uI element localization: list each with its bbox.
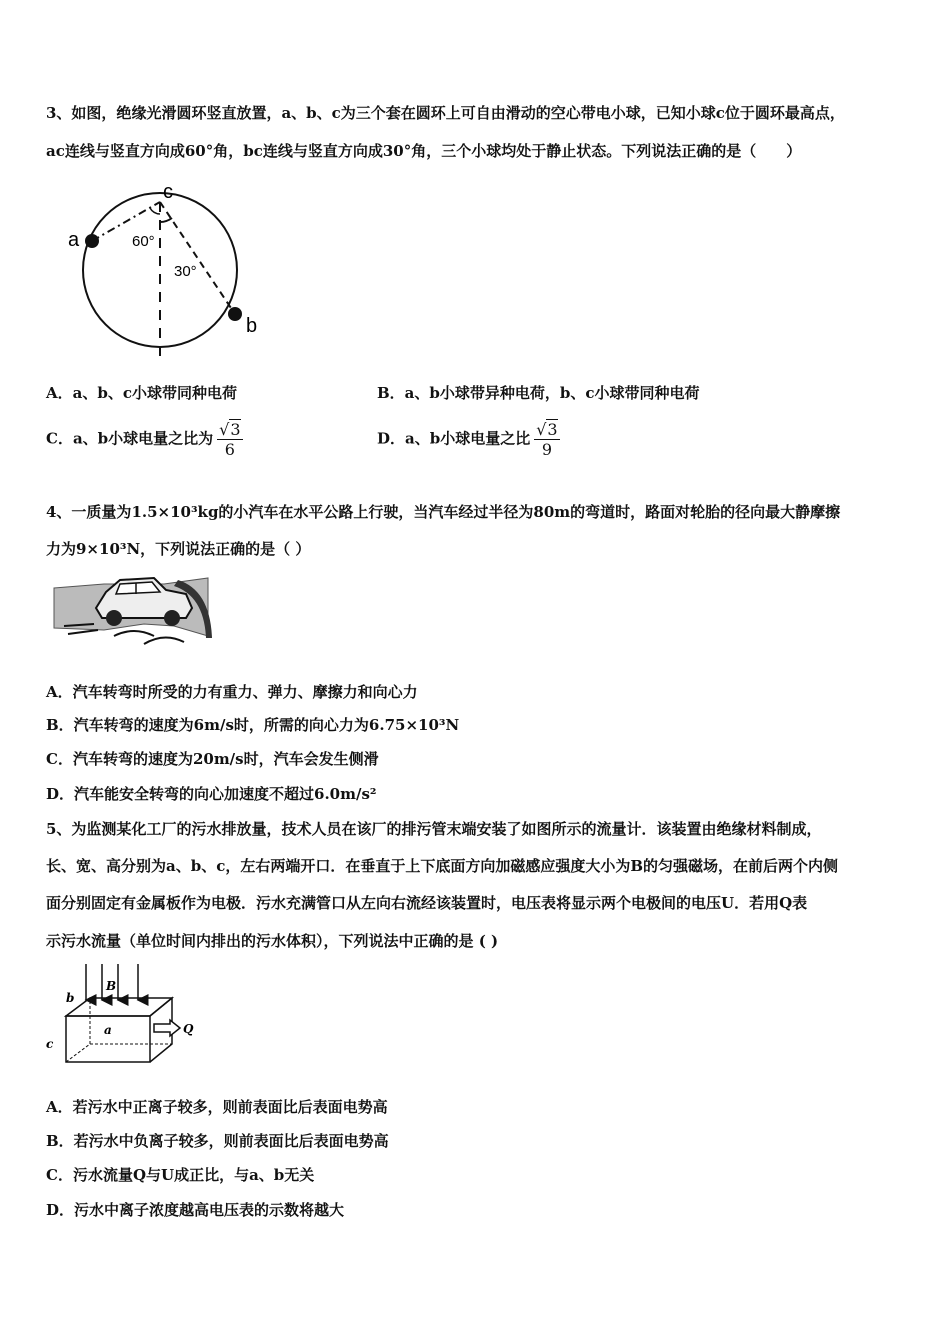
car-window — [116, 582, 160, 594]
q5-stem-line2: 长、宽、高分别为a、b、c，左右两端开口．在垂直于上下底面方向加磁感应强度大小为B的匀强磁场，在前后两个内侧 — [46, 857, 839, 875]
angle-60-label: 60° — [132, 233, 155, 250]
q4-car-figure — [54, 566, 214, 658]
q3-option-c-text: C．a、b小球电量之比为 — [46, 429, 214, 448]
q3-stem-line1: 3、如图，绝缘光滑圆环竖直放置，a、b、c为三个套在圆环上可自由滑动的空心带电小球，已知小球c位于圆环最高点， — [46, 104, 845, 122]
q3-option-d-text: D．a、b小球电量之比 — [377, 429, 531, 448]
label-b: b — [66, 991, 75, 1005]
fraction-d-den: 9 — [541, 440, 552, 459]
q5-option-d: D．污水中离子浓度越高电压表的示数将越大 — [46, 1201, 345, 1219]
q3-option-b: B．a、b小球带异种电荷，b、c小球带同种电荷 — [377, 384, 700, 402]
angle-30-label: 30° — [174, 263, 197, 280]
car-wheel-front — [164, 610, 180, 626]
fraction-c-den: 6 — [224, 440, 235, 459]
q5-stem-line1: 5、为监测某化工厂的污水排放量，技术人员在该厂的排污管末端安装了如图所示的流量计．该装置由绝缘材料制成， — [46, 820, 822, 838]
q3-stem-line2: ac连线与竖直方向成60°角，bc连线与竖直方向成30°角，三个小球均处于静止状态。下列说法正确的是（ ） — [46, 142, 802, 160]
q4-stem-line2: 力为9×10³N，下列说法正确的是（ ） — [46, 540, 311, 558]
q5-option-b: B．若污水中负离子较多，则前表面比后表面电势高 — [46, 1132, 389, 1150]
label-c: c — [46, 1037, 54, 1051]
fraction-d-num: 3 — [547, 420, 558, 439]
q4-option-c: C．汽车转弯的速度为20m/s时，汽车会发生侧滑 — [46, 750, 379, 768]
flow-arrow — [154, 1020, 180, 1036]
angle-arc-60 — [150, 208, 160, 214]
label-B: B — [106, 979, 117, 993]
q3-option-a: A．a、b、c小球带同种电荷 — [46, 384, 237, 402]
q4-option-b: B．汽车转弯的速度为6m/s时，所需的向心力为6.75×10³N — [46, 716, 460, 734]
q4-option-a: A．汽车转弯时所受的力有重力、弹力、摩擦力和向心力 — [46, 683, 418, 701]
angle-arc-30 — [160, 218, 172, 222]
label-a: a — [68, 229, 80, 251]
ring — [83, 193, 237, 347]
q5-stem-line3: 面分别固定有金属板作为电极．污水充满管口从左向右流经该装置时，电压表将显示两个电极间的电压U．若用Q表 — [46, 894, 808, 912]
fraction-c-num: 3 — [230, 420, 241, 439]
fraction-d: $\frac{√3}{9}$ — [536, 420, 558, 459]
q4-stem-line1: 4、一质量为1.5×10³kg的小汽车在水平公路上行驶，当汽车经过半径为80m的弯道时，路面对轮胎的径向最大静摩擦 — [46, 503, 841, 521]
fraction-c: $\frac{√3}{6}$ — [219, 420, 241, 459]
label-a: a — [104, 1023, 112, 1037]
q5-option-a: A．若污水中正离子较多，则前表面比后表面电势高 — [46, 1098, 388, 1116]
car-wheel-rear — [106, 610, 122, 626]
q4-option-d: D．汽车能安全转弯的向心加速度不超过6.0m/s² — [46, 785, 377, 803]
q3-option-d — [377, 420, 560, 459]
q5-stem-line4: 示污水流量（单位时间内排出的污水体积），下列说法中正确的是 ( ) — [46, 932, 499, 950]
q5-flowmeter-figure — [46, 960, 206, 1070]
q5-option-c: C．污水流量Q与U成正比，与a、b无关 — [46, 1166, 315, 1184]
q3-option-c — [46, 420, 243, 459]
label-Q: Q — [183, 1022, 194, 1036]
label-b: b — [246, 315, 258, 337]
box-top-face — [66, 998, 172, 1016]
ball-a — [85, 234, 99, 248]
q3-ring-figure — [60, 180, 280, 365]
ball-b — [228, 307, 242, 321]
label-c: c — [163, 181, 173, 203]
